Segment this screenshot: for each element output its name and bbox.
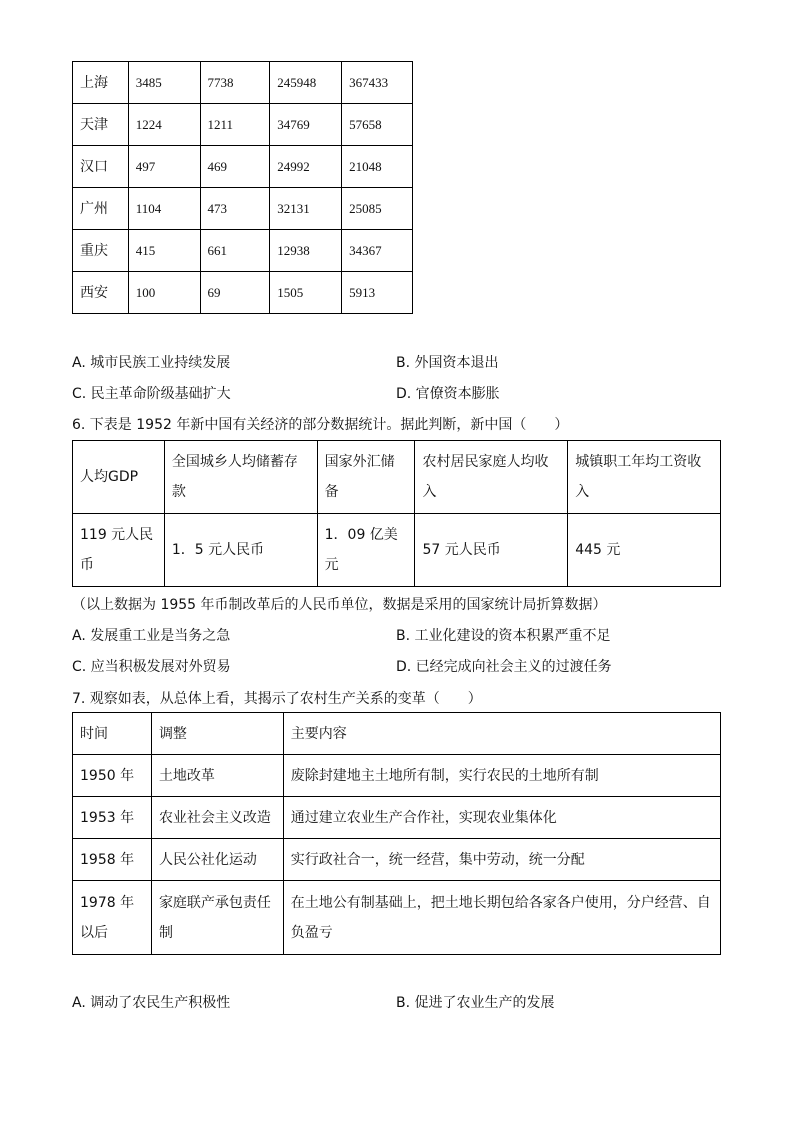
economy-value-urban-wage: 445 元 <box>568 514 721 587</box>
city-data-table-body <box>73 62 413 314</box>
table-row <box>73 104 413 146</box>
q7-option-a[interactable]: A. 调动了农民生产积极性 <box>72 995 231 1011</box>
city-value-cell: 5913 <box>342 272 413 314</box>
economy-header-urban-wage: 城镇职工年均工资收入 <box>568 441 721 514</box>
table-row <box>73 188 413 230</box>
rural-adjustment-cell: 土地改革 <box>151 755 283 797</box>
city-name-cell: 重庆 <box>73 230 129 272</box>
rural-content-cell: 废除封建地主土地所有制，实行农民的土地所有制 <box>283 755 720 797</box>
city-value-cell: 3485 <box>128 62 200 104</box>
economy-header-rural-income: 农村居民家庭人均收入 <box>415 441 568 514</box>
table-row <box>73 755 721 797</box>
city-value-cell: 32131 <box>270 188 342 230</box>
economy-value-gdp: 119 元人民币 <box>73 514 165 587</box>
rural-header-adjustment: 调整 <box>151 713 283 755</box>
table-row <box>73 839 721 881</box>
rural-time-cell: 1953 年 <box>73 797 152 839</box>
economy-value-forex: 1．09 亿美元 <box>317 514 415 587</box>
rural-content-cell: 在土地公有制基础上，把土地长期包给各家各户使用，分户经营、自负盈亏 <box>283 881 720 955</box>
q6-option-d[interactable]: D. 已经完成向社会主义的过渡任务 <box>396 659 612 675</box>
economy-header-forex: 国家外汇储备 <box>317 441 415 514</box>
city-value-cell: 25085 <box>342 188 413 230</box>
q5-option-d[interactable]: D. 官僚资本膨胀 <box>396 386 500 402</box>
q7-stem: 7. 观察如表，从总体上看，其揭示了农村生产关系的变革（ ） <box>72 691 482 707</box>
city-value-cell: 34367 <box>342 230 413 272</box>
city-value-cell: 415 <box>128 230 200 272</box>
economy-1952-table <box>72 440 721 587</box>
rural-adjustment-cell: 农业社会主义改造 <box>151 797 283 839</box>
city-value-cell: 24992 <box>270 146 342 188</box>
q7-option-b[interactable]: B. 促进了农业生产的发展 <box>396 995 555 1011</box>
q6-stem: 6. 下表是 1952 年新中国有关经济的部分数据统计。据此判断，新中国（ ） <box>72 417 569 433</box>
city-value-cell: 473 <box>200 188 270 230</box>
rural-content-cell: 实行政社合一，统一经营，集中劳动，统一分配 <box>283 839 720 881</box>
city-value-cell: 21048 <box>342 146 413 188</box>
rural-time-cell: 1978 年以后 <box>73 881 152 955</box>
city-value-cell: 1211 <box>200 104 270 146</box>
city-value-cell: 100 <box>128 272 200 314</box>
city-value-cell: 12938 <box>270 230 342 272</box>
rural-time-cell: 1950 年 <box>73 755 152 797</box>
economy-header-savings: 全国城乡人均储蓄存款 <box>164 441 317 514</box>
city-value-cell: 245948 <box>270 62 342 104</box>
table-row <box>73 797 721 839</box>
city-value-cell: 661 <box>200 230 270 272</box>
rural-reform-table-body <box>73 713 721 955</box>
rural-adjustment-cell: 人民公社化运动 <box>151 839 283 881</box>
rural-adjustment-cell: 家庭联产承包责任制 <box>151 881 283 955</box>
q5-option-a[interactable]: A. 城市民族工业持续发展 <box>72 355 231 371</box>
city-value-cell: 7738 <box>200 62 270 104</box>
city-name-cell: 上海 <box>73 62 129 104</box>
rural-time-cell: 1958 年 <box>73 839 152 881</box>
city-name-cell: 西安 <box>73 272 129 314</box>
rural-content-cell: 通过建立农业生产合作社，实现农业集体化 <box>283 797 720 839</box>
economy-header-gdp: 人均GDP <box>73 441 165 514</box>
q6-note: （以上数据为 1955 年币制改革后的人民币单位，数据是采用的国家统计局折算数据） <box>72 597 607 613</box>
table-row <box>73 272 413 314</box>
city-value-cell: 497 <box>128 146 200 188</box>
city-value-cell: 1505 <box>270 272 342 314</box>
city-name-cell: 广州 <box>73 188 129 230</box>
rural-header-time: 时间 <box>73 713 152 755</box>
economy-value-rural-income: 57 元人民币 <box>415 514 568 587</box>
economy-value-savings: 1．5 元人民币 <box>164 514 317 587</box>
city-value-cell: 1224 <box>128 104 200 146</box>
table-row <box>73 881 721 955</box>
city-data-table <box>72 61 413 314</box>
q6-option-a[interactable]: A. 发展重工业是当务之急 <box>72 628 231 644</box>
city-value-cell: 469 <box>200 146 270 188</box>
rural-reform-table <box>72 712 721 955</box>
city-value-cell: 367433 <box>342 62 413 104</box>
q5-option-b[interactable]: B. 外国资本退出 <box>396 355 499 371</box>
table-row <box>73 62 413 104</box>
city-name-cell: 天津 <box>73 104 129 146</box>
city-value-cell: 34769 <box>270 104 342 146</box>
table-row <box>73 146 413 188</box>
rural-header-content: 主要内容 <box>283 713 720 755</box>
q5-option-c[interactable]: C. 民主革命阶级基础扩大 <box>72 386 231 402</box>
q6-option-b[interactable]: B. 工业化建设的资本积累严重不足 <box>396 628 611 644</box>
q6-option-c[interactable]: C. 应当积极发展对外贸易 <box>72 659 231 675</box>
city-value-cell: 1104 <box>128 188 200 230</box>
city-value-cell: 57658 <box>342 104 413 146</box>
table-row <box>73 230 413 272</box>
city-value-cell: 69 <box>200 272 270 314</box>
city-name-cell: 汉口 <box>73 146 129 188</box>
